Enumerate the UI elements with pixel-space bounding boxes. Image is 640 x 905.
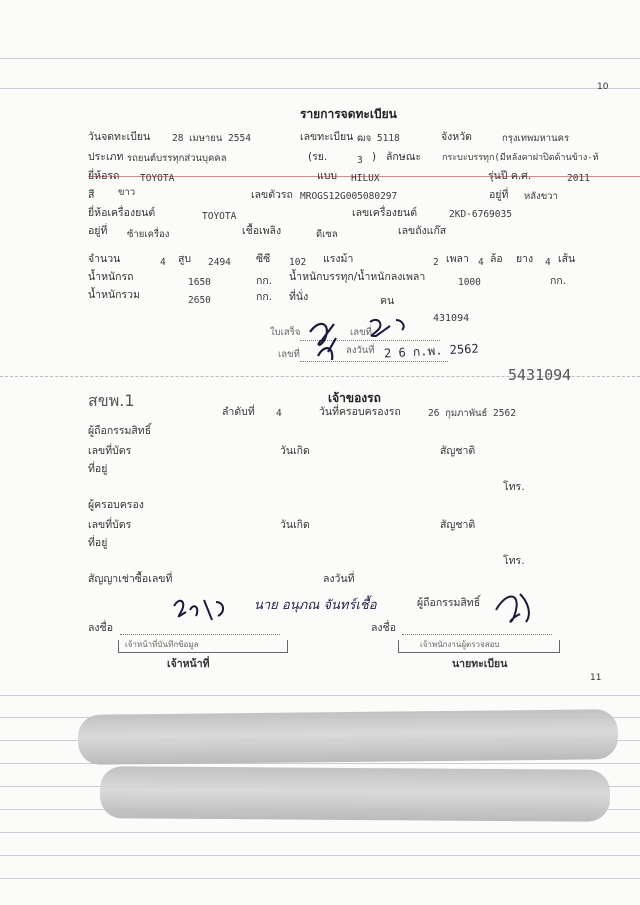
cyl-value: 4 (160, 257, 166, 268)
nation-label-2: สัญชาติ (440, 519, 476, 531)
hp-label: แรงม้า (323, 253, 354, 265)
rule-line (0, 855, 640, 856)
engine-no-value: 2KD-6769035 (449, 209, 512, 220)
rs-close: ) (372, 151, 377, 163)
receipt-label: ใบเสร็จ (270, 327, 301, 338)
weight-label: น้ำหนักรถ (88, 271, 134, 283)
sign-label-right: ลงชื่อ (371, 622, 396, 634)
holder-label: ผู้ถือกรรมสิทธิ์ (88, 425, 152, 437)
receipt-date-stamp: 2 6 ก.พ. 2562 (383, 341, 479, 361)
registration-title: รายการจดทะเบียน (300, 107, 397, 121)
load-value: 1000 (458, 277, 481, 288)
seats-label: ที่นั่ง (289, 291, 309, 303)
engine-brand-value: TOYOTA (202, 211, 237, 222)
id-label-2: เลขที่บัตร (88, 519, 132, 531)
registrar-label: นายทะเบียน (452, 658, 508, 670)
tel-label: โทร. (503, 481, 525, 493)
possess-date-label: วันที่ครอบครองรถ (319, 406, 401, 418)
dotted-line (120, 634, 280, 635)
rs-label: (รย. (308, 151, 328, 163)
number-right: 5431094 (508, 366, 572, 384)
type-value: รถยนต์บรรทุกส่วนบุคคล (127, 153, 227, 164)
model-label: แบบ (317, 170, 338, 182)
id-label: เลขที่บัตร (88, 445, 132, 457)
brand-value: TOYOTA (140, 173, 175, 184)
handwritten-name: นาย อนุภณ จันทร์เชื้อ (254, 598, 377, 613)
chassis-value: MROGS12G005080297 (300, 191, 398, 202)
address-label-2: ที่อยู่ (88, 537, 108, 549)
birth-label: วันเกิด (280, 445, 310, 457)
cyl-label: สูบ (178, 253, 192, 265)
loc2-value: ซ้ายเครื่อง (127, 229, 170, 240)
total-weight-value: 2650 (188, 295, 211, 306)
owner-title: เจ้าของรถ (328, 391, 381, 405)
weight-value: 1650 (188, 277, 211, 288)
page-number-top: 10 (597, 82, 609, 92)
province-value: กรุงเทพมหานคร (502, 133, 570, 144)
tire-label: ยาง (516, 253, 534, 265)
receipt-no: 431094 (433, 313, 470, 324)
birth-label-2: วันเกิด (280, 519, 310, 531)
year-label: รุ่นปี ค.ศ. (488, 170, 532, 182)
reg-date-value: 28 เมษายน 2554 (172, 133, 251, 144)
reg-no-value: ฒจ 5118 (357, 133, 400, 144)
rule-line (0, 58, 640, 59)
hp-value: 102 (289, 257, 307, 268)
page-number-bottom: 11 (590, 673, 602, 683)
officer-stamp-text: เจ้าหน้าที่บันทึกข้อมูล (125, 640, 199, 649)
form-code: สขพ.1 (88, 391, 135, 410)
engine-no-label: เลขเครื่องยนต์ (352, 207, 418, 219)
holder-sign-label: ผู้ถือกรรมสิทธิ์ (417, 597, 481, 609)
officer-signature (168, 592, 248, 626)
registrar-signature (300, 312, 450, 368)
fuel-value: ดีเซล (316, 229, 338, 240)
axle-label: เพลา (446, 253, 469, 265)
receipt-no-label: เลขที่ (350, 327, 372, 338)
kg-2: กก. (550, 275, 567, 287)
rule-line (0, 832, 640, 833)
cc-label: ซีซี (256, 253, 271, 265)
receipt-no-label-2: เลขที่ (278, 349, 300, 360)
province-label: จังหวัด (441, 131, 472, 143)
type-label: ประเภท (88, 151, 124, 163)
wheel-value: 4 (478, 257, 484, 268)
color-label: สี (88, 189, 95, 201)
char-value: กระบะบรรทุก(มีหลังคาฝาปิดด้านข้าง-ท้ (442, 153, 599, 163)
loc1-value: หลังขวา (524, 191, 558, 202)
order-value: 4 (276, 408, 282, 419)
dotted-line (402, 634, 552, 635)
rule-line (0, 88, 640, 89)
pencil-rubbing-chassis (78, 709, 618, 765)
fuel-label: เชื้อเพลิง (242, 225, 282, 237)
rs-value: 3 (357, 155, 363, 166)
gas-tank-label: เลขถังแก๊ส (398, 225, 447, 237)
kg-1: กก. (256, 275, 273, 287)
reg-no-label: เลขทะเบียน (300, 131, 354, 143)
order-label: ลำดับที่ (222, 406, 255, 418)
loc2-label: อยู่ที่ (88, 225, 108, 237)
year-value: 2011 (567, 173, 590, 184)
model-value: HILUX (351, 173, 380, 184)
tire-value: 4 (545, 257, 551, 268)
total-weight-label: น้ำหนักรวม (88, 289, 140, 301)
sign-label-left: ลงชื่อ (88, 622, 113, 634)
char-label: ลักษณะ (386, 151, 422, 163)
load-label: น้ำหนักบรรทุก/น้ำหนักลงเพลา (289, 271, 426, 283)
axle-value: 2 (433, 257, 439, 268)
rule-line (0, 695, 640, 696)
tire-unit: เส้น (558, 253, 576, 265)
wheel-label: ล้อ (490, 253, 503, 265)
nation-label: สัญชาติ (440, 445, 476, 457)
tel-label-2: โทร. (503, 555, 525, 567)
possess-date-value: 26 กุมภาพันธ์ 2562 (428, 408, 516, 419)
seats-unit: คน (380, 295, 395, 307)
possessor-label: ผู้ครอบครอง (88, 499, 144, 511)
lease-label: สัญญาเช่าซื้อเลขที่ (88, 573, 173, 585)
brand-label: ยี่ห้อรถ (88, 170, 120, 182)
chassis-label: เลขตัวรถ (251, 189, 293, 201)
engine-brand-label: ยี่ห้อเครื่องยนต์ (88, 207, 156, 219)
rule-line (0, 878, 640, 879)
lease-date-label: ลงวันที่ (323, 573, 355, 585)
qty-label: จำนวน (88, 253, 121, 265)
address-label: ที่อยู่ (88, 463, 108, 475)
officer-label: เจ้าหน้าที่ (167, 658, 210, 670)
registrar-stamp-text: เจ้าพนักงานผู้ตรวจสอบ (420, 640, 500, 649)
reg-date-label: วันจดทะเบียน (88, 131, 151, 143)
cc-value: 2494 (208, 257, 231, 268)
loc1-label: อยู่ที่ (489, 189, 509, 201)
kg-3: กก. (256, 291, 273, 303)
date-label: ลงวันที่ (346, 345, 375, 356)
holder-signature (490, 586, 550, 626)
pencil-rubbing-engine (100, 766, 610, 822)
color-value: ขาว (118, 187, 136, 198)
